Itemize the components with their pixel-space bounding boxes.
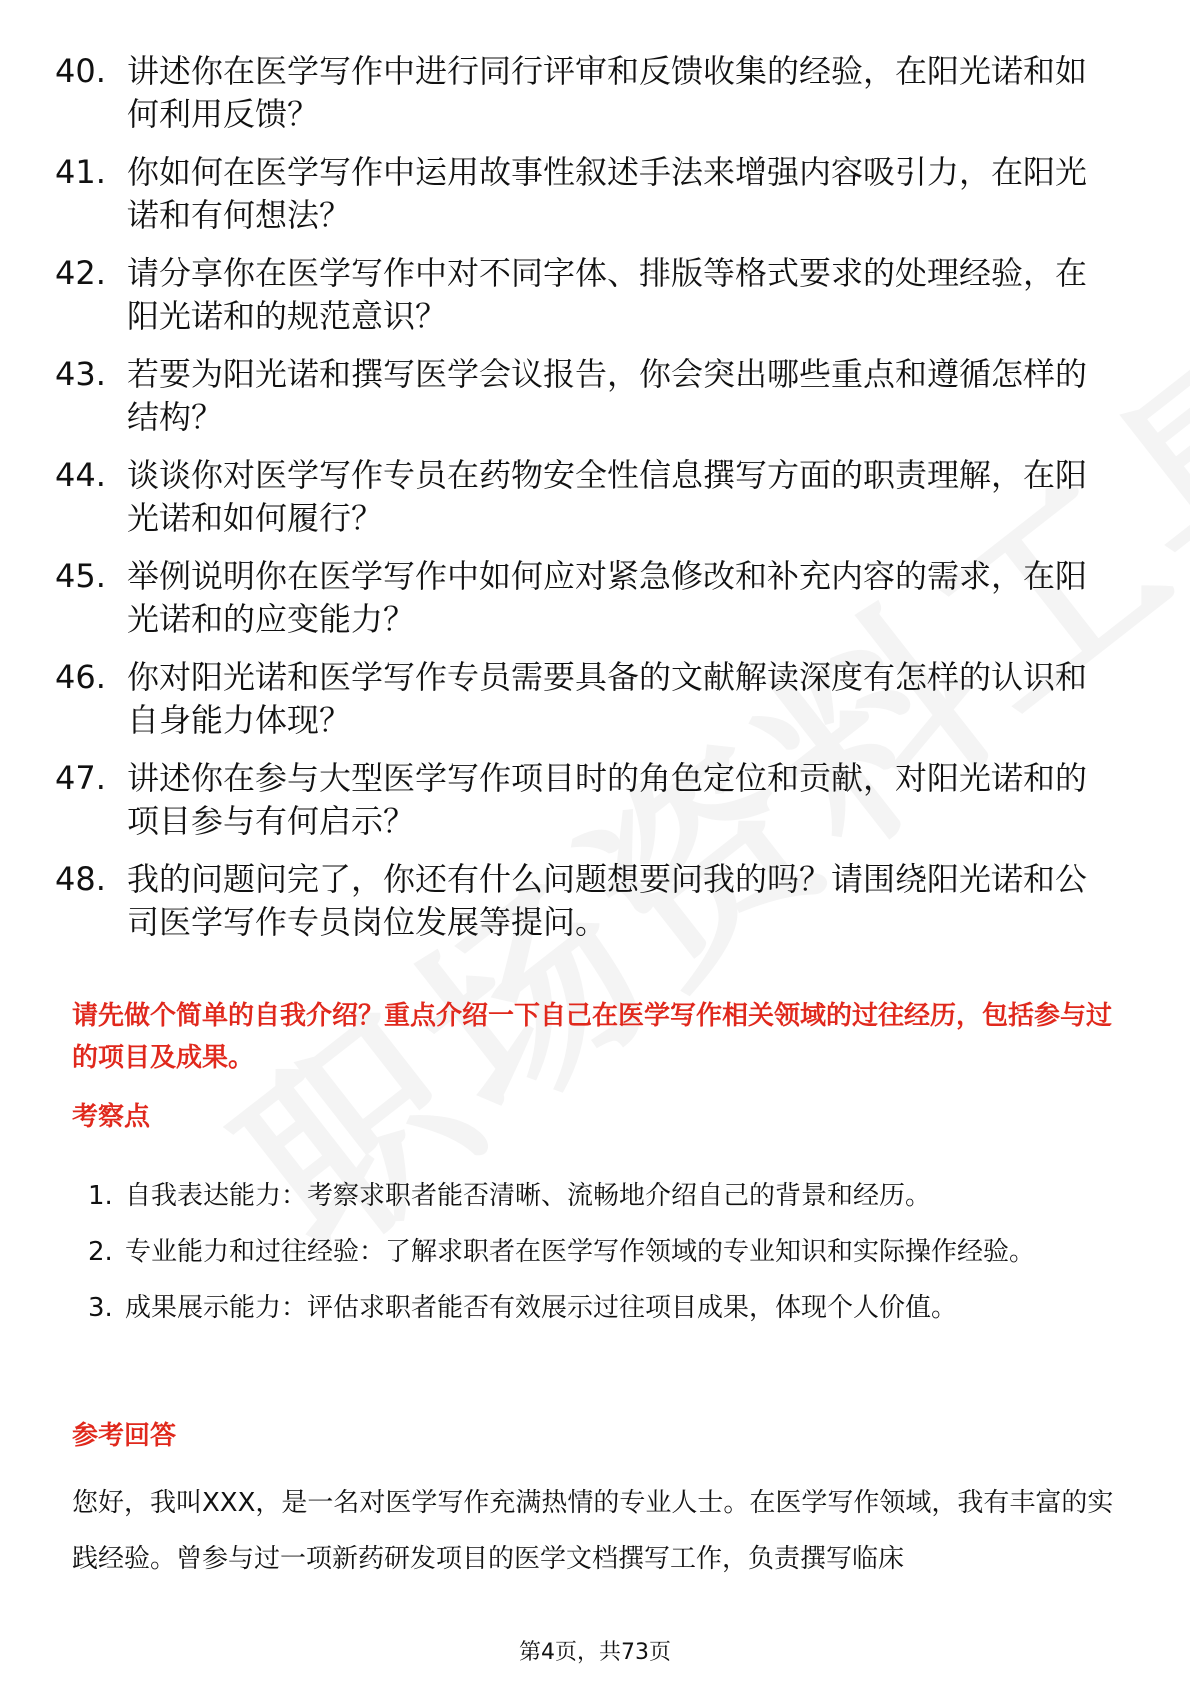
question-text: 你对阳光诺和医学写作专员需要具备的文献解读深度有怎样的认识和自身能力体现？ (127, 658, 1088, 739)
check-point-number: 3. (88, 1293, 113, 1323)
section-title-reference-answer: 参考回答 (72, 1421, 177, 1451)
question-number: 45. (55, 557, 106, 595)
list-item (0, 353, 1112, 439)
list-item (0, 50, 1112, 136)
reference-answer-text: 您好，我叫XXX，是一名对医学写作充满热情的专业人士。在医学写作领域，我有丰富的实践经验。曾参与过一项新药研发项目的医学文档撰写工作，负责撰写临床 (72, 1488, 1114, 1574)
question-number: 48. (55, 860, 106, 898)
question-text: 讲述你在参与大型医学写作项目时的角色定位和贡献，对阳光诺和的项目参与有何启示？ (127, 759, 1088, 840)
list-item (0, 1224, 1085, 1280)
list-item (0, 151, 1112, 237)
list-item (0, 454, 1112, 540)
check-point-text: 专业能力和过往经验：了解求职者在医学写作领域的专业知识和实际操作经验。 (125, 1237, 1036, 1267)
check-point-number: 1. (88, 1181, 113, 1211)
list-item (0, 858, 1112, 944)
question-number: 43. (55, 355, 106, 393)
question-text: 若要为阳光诺和撰写医学会议报告，你会突出哪些重点和遵循怎样的结构？ (127, 355, 1088, 436)
question-number: 44. (55, 456, 106, 494)
question-text: 你如何在医学写作中运用故事性叙述手法来增强内容吸引力，在阳光诺和有何想法？ (127, 153, 1088, 234)
list-item (0, 757, 1112, 843)
question-text: 我的问题问完了，你还有什么问题想要问我的吗？请围绕阳光诺和公司医学写作专员岗位发展等提问。 (127, 860, 1088, 941)
question-text: 请分享你在医学写作中对不同字体、排版等格式要求的处理经验，在阳光诺和的规范意识？ (127, 254, 1088, 335)
question-number: 40. (55, 52, 106, 90)
question-list (0, 50, 1190, 959)
list-item (0, 1280, 1085, 1336)
list-item (0, 252, 1112, 338)
question-number: 42. (55, 254, 106, 292)
page-footer: 第4页，共73页 (519, 1640, 671, 1665)
list-item (0, 555, 1112, 641)
check-point-text: 成果展示能力：评估求职者能否有效展示过往项目成果，体现个人价值。 (125, 1293, 958, 1323)
question-text: 讲述你在医学写作中进行同行评审和反馈收集的经验，在阳光诺和如何利用反馈？ (127, 52, 1088, 133)
list-item (0, 1168, 1085, 1224)
question-number: 41. (55, 153, 106, 191)
question-number: 46. (55, 658, 106, 696)
check-point-text: 自我表达能力：考察求职者能否清晰、流畅地介绍自己的背景和经历。 (125, 1181, 932, 1211)
check-point-number: 2. (88, 1237, 113, 1267)
question-number: 47. (55, 759, 106, 797)
check-point-list (0, 1168, 1190, 1336)
question-text: 谈谈你对医学写作专员在药物安全性信息撰写方面的职责理解，在阳光诺和如何履行？ (127, 456, 1088, 537)
highlight-question: 请先做个简单的自我介绍？重点介绍一下自己在医学写作相关领域的过往经历，包括参与过的项目及成果。 (72, 1001, 1113, 1073)
section-title-check-points: 考察点 (72, 1102, 151, 1132)
question-text: 举例说明你在医学写作中如何应对紧急修改和补充内容的需求，在阳光诺和的应变能力？ (127, 557, 1088, 638)
list-item (0, 656, 1112, 742)
